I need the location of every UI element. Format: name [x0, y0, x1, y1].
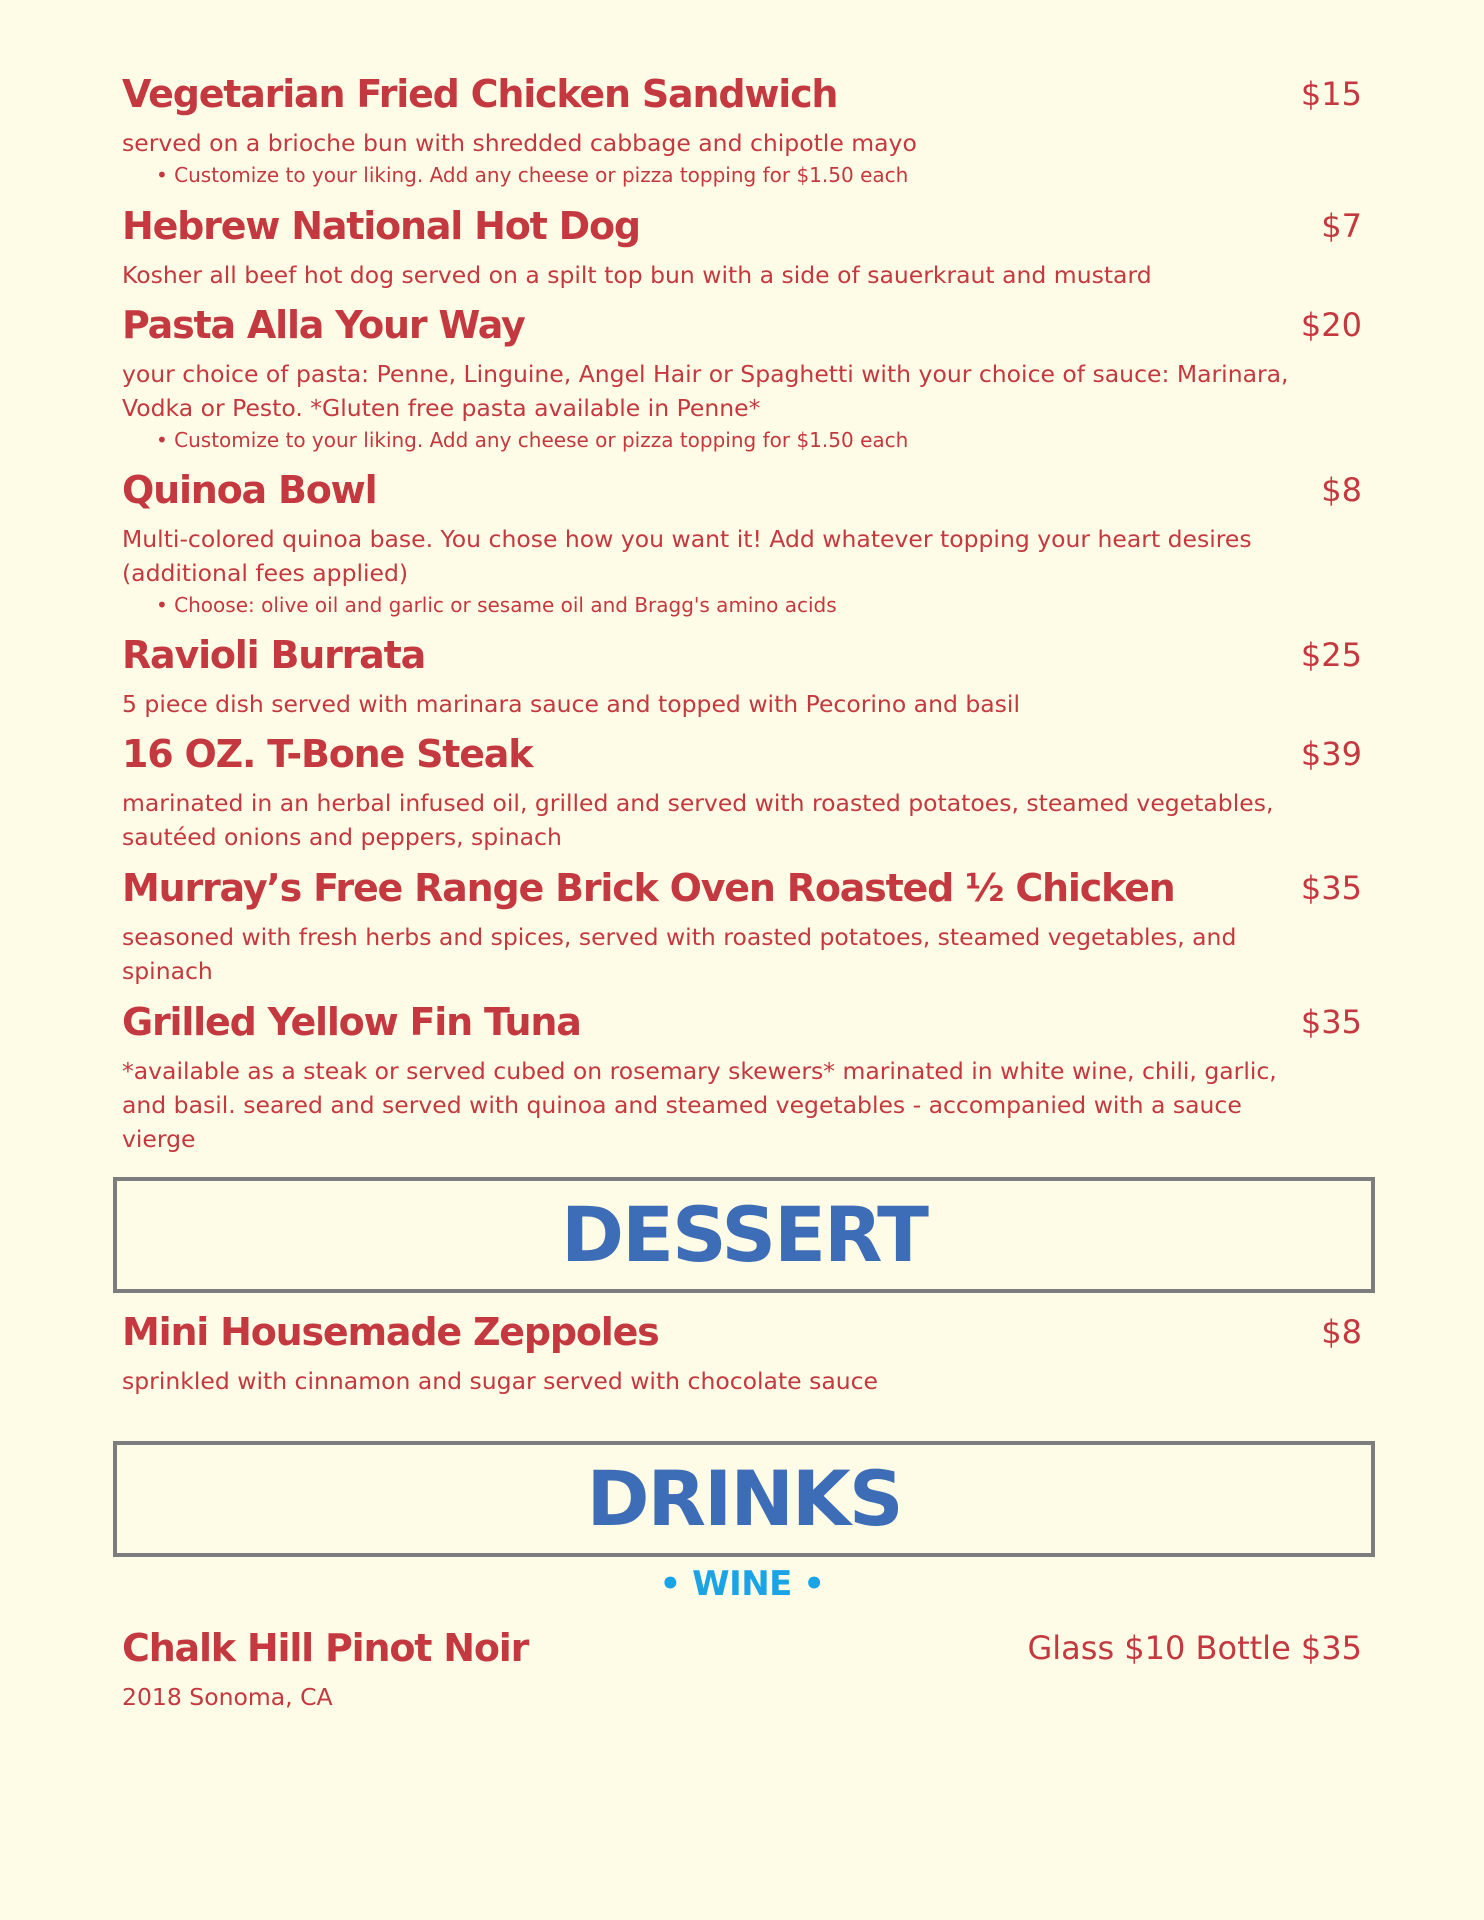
menu-item-hebrew-national-hot-dog: [122, 200, 1362, 292]
item-description: Kosher all beef hot dog served on a spilt top bun with a side of sauerkraut and mustard: [122, 261, 1152, 289]
item-price: $25: [1300, 636, 1362, 674]
item-name: Mini Housemade Zeppoles: [122, 1310, 659, 1354]
menu-item-pasta-alla-your-way: [122, 299, 1362, 455]
menu-item-quinoa-bowl: [122, 464, 1362, 620]
item-description: sprinkled with cinnamon and sugar served with chocolate sauce: [122, 1367, 879, 1395]
item-price: $35: [1300, 1003, 1362, 1041]
item-price: $35: [1300, 869, 1362, 907]
item-description: served on a brioche bun with shredded cabbage and chipotle mayo: [122, 129, 917, 157]
item-description: Multi-colored quinoa base. You chose how you want it! Add whatever topping your heart desires (additional fees applied): [122, 525, 1252, 587]
item-name: 16 OZ. T-Bone Steak: [122, 732, 533, 776]
item-price: $8: [1321, 471, 1362, 509]
item-description: 2018 Sonoma, CA: [122, 1683, 333, 1711]
item-name: Vegetarian Fried Chicken Sandwich: [122, 72, 838, 116]
section-title: DESSERT: [561, 1190, 927, 1279]
item-description: marinated in an herbal infused oil, grilled and served with roasted potatoes, steamed vegetables, sautéed onions and peppers, spinach: [122, 789, 1274, 851]
item-note: • Customize to your liking. Add any cheese or pizza topping for $1.50 each: [156, 163, 909, 187]
item-name: Ravioli Burrata: [122, 633, 426, 677]
item-name: Pasta Alla Your Way: [122, 303, 525, 347]
drinks-section-header: [113, 1441, 1375, 1557]
item-price: $8: [1321, 1313, 1362, 1351]
item-description: seasoned with fresh herbs and spices, served with roasted potatoes, steamed vegetables, and spinach: [122, 923, 1237, 985]
dessert-section-header: [113, 1177, 1375, 1293]
wine-subsection-title: • WINE •: [659, 1564, 825, 1604]
item-price: $15: [1300, 75, 1362, 113]
menu-item-ravioli-burrata: [122, 629, 1362, 721]
item-name: Grilled Yellow Fin Tuna: [122, 1000, 581, 1044]
menu-item-t-bone-steak: [122, 728, 1362, 854]
item-name: Chalk Hill Pinot Noir: [122, 1626, 529, 1670]
item-price: $20: [1300, 306, 1362, 344]
menu-item-chalk-hill-pinot-noir: [122, 1622, 1362, 1714]
section-title: DRINKS: [586, 1454, 902, 1543]
item-description: 5 piece dish served with marinara sauce and topped with Pecorino and basil: [122, 690, 1020, 718]
item-name: Murray’s Free Range Brick Oven Roasted ½ Chicken: [122, 866, 1175, 910]
item-price: $39: [1300, 735, 1362, 773]
item-description: your choice of pasta: Penne, Linguine, Angel Hair or Spaghetti with your choice of sauce: Marinara, Vodka or Pesto. *Gluten free pasta available in Penne*: [122, 360, 1289, 422]
menu-item-grilled-yellow-fin-tuna: [122, 996, 1362, 1156]
menu-item-mini-housemade-zeppoles: [122, 1306, 1362, 1398]
item-price: Glass $10 Bottle $35: [1027, 1629, 1362, 1667]
item-name: Quinoa Bowl: [122, 468, 377, 512]
item-description: *available as a steak or served cubed on rosemary skewers* marinated in white wine, chili, garlic, and basil. seared and served with quinoa and steamed vegetables - accompanied with a sauce vierge: [122, 1057, 1277, 1153]
item-note: • Customize to your liking. Add any cheese or pizza topping for $1.50 each: [156, 428, 909, 452]
item-price: $7: [1321, 207, 1362, 245]
item-name: Hebrew National Hot Dog: [122, 204, 640, 248]
menu-item-murrays-roasted-chicken: [122, 862, 1362, 988]
menu-item-vegetarian-fried-chicken-sandwich: [122, 68, 1362, 190]
item-note: • Choose: olive oil and garlic or sesame oil and Bragg's amino acids: [156, 593, 837, 617]
